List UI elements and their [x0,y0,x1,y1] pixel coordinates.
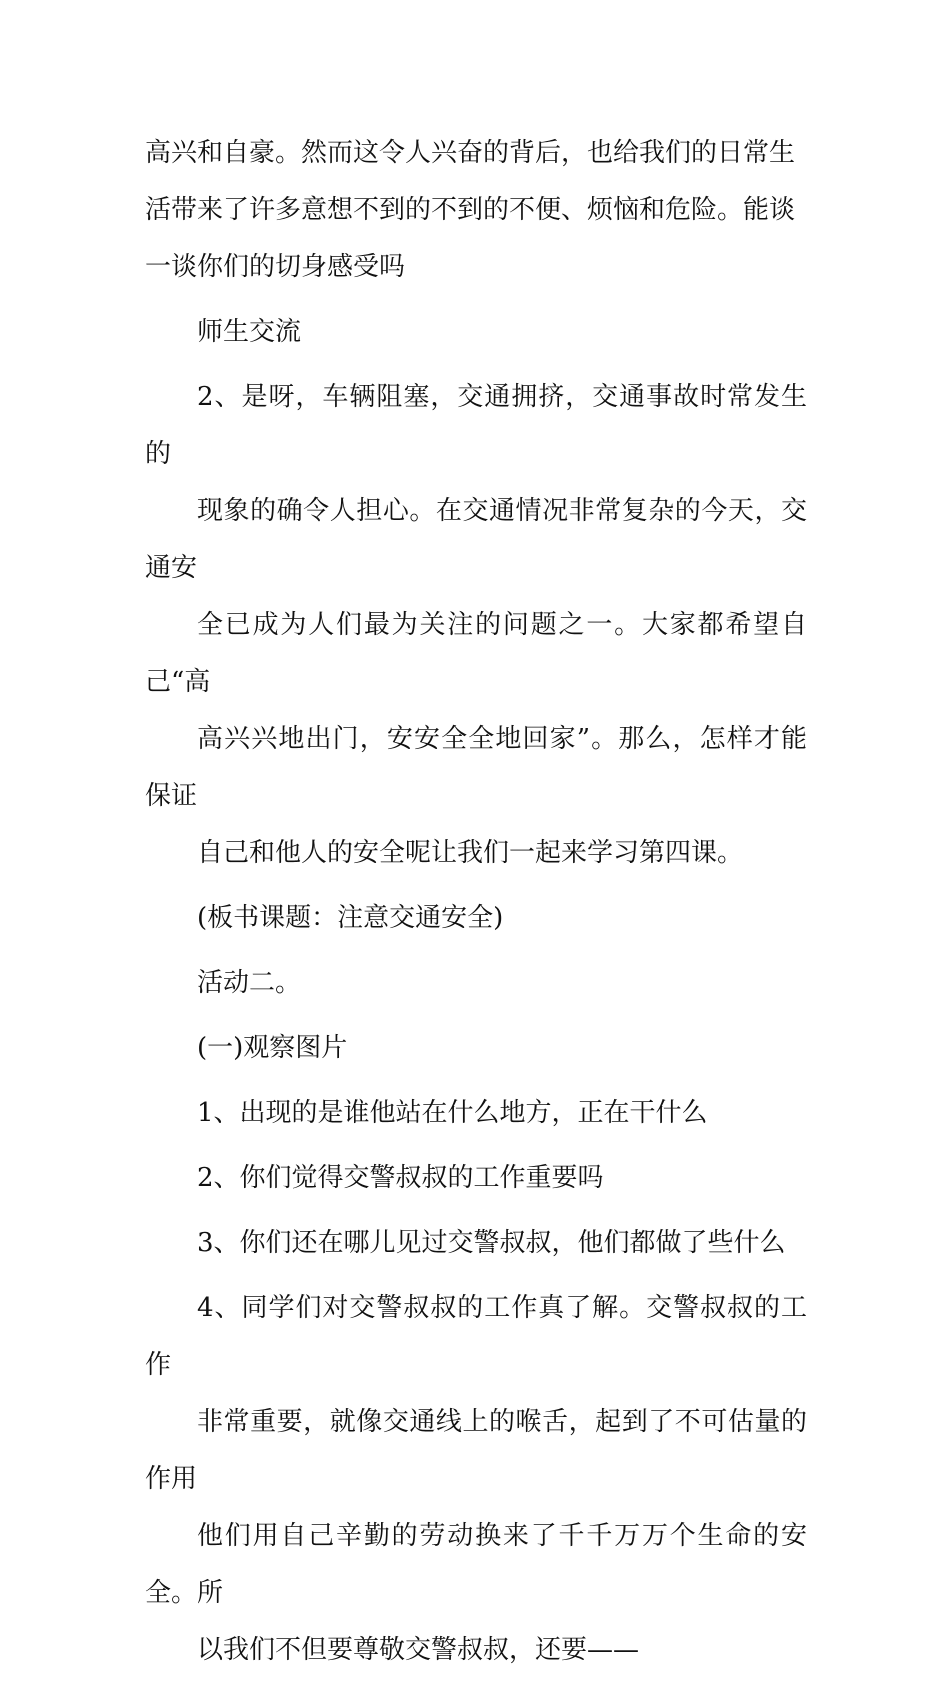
paragraph-line: 高兴和自豪。然而这令人兴奋的背后，也给我们的日常生 [145,138,796,168]
paragraph [145,955,807,1012]
paragraph-line: 非常重要，就像交通线上的喉舌，起到了不可估量的作用 [145,1407,807,1494]
paragraph [145,1150,807,1207]
paragraph [145,890,807,947]
paragraph-line: 1、出现的是谁他站在什么地方，正在干什么 [197,1098,708,1128]
paragraph-line: 师生交流 [197,317,302,347]
paragraph-line: 活动二。 [197,968,302,998]
paragraph-line: 3、你们还在哪儿见过交警叔叔，他们都做了些什么 [197,1228,786,1258]
paragraph [145,125,807,296]
paragraph-line: 自己和他人的安全呢让我们一起来学习第四课。 [197,838,744,868]
paragraph-line: 高兴兴地出门，安安全全地回家”。那么，怎样才能保证 [145,724,807,811]
paragraph [145,1085,807,1142]
paragraph-line: 活带来了许多意想不到的不到的不便、烦恼和危险。能谈 [145,195,796,225]
paragraph [145,304,807,361]
paragraph [145,369,807,882]
paragraph-line: 现象的确令人担心。在交通情况非常复杂的今天，交通安 [145,496,807,583]
paragraph-line: 一谈你们的切身感受吗 [145,252,406,282]
paragraph-line: 他们用自己辛勤的劳动换来了千千万万个生命的安全。所 [145,1521,807,1608]
paragraph-line: 2、你们觉得交警叔叔的工作重要吗 [197,1163,604,1193]
document-body [145,125,807,1687]
paragraph-line: 2、是呀，车辆阻塞，交通拥挤，交通事故时常发生的 [145,382,807,469]
paragraph [145,1280,807,1679]
paragraph [145,1215,807,1272]
paragraph-line: 全已成为人们最为关注的问题之一。大家都希望自己“高 [145,610,807,697]
paragraph-line: (一)观察图片 [197,1033,348,1063]
paragraph-line: 以我们不但要尊敬交警叔叔，还要—— [197,1635,640,1665]
paragraph-line: (板书课题：注意交通安全) [197,903,504,933]
paragraph [145,1020,807,1077]
paragraph-line: 4、同学们对交警叔叔的工作真了解。交警叔叔的工作 [145,1293,807,1380]
